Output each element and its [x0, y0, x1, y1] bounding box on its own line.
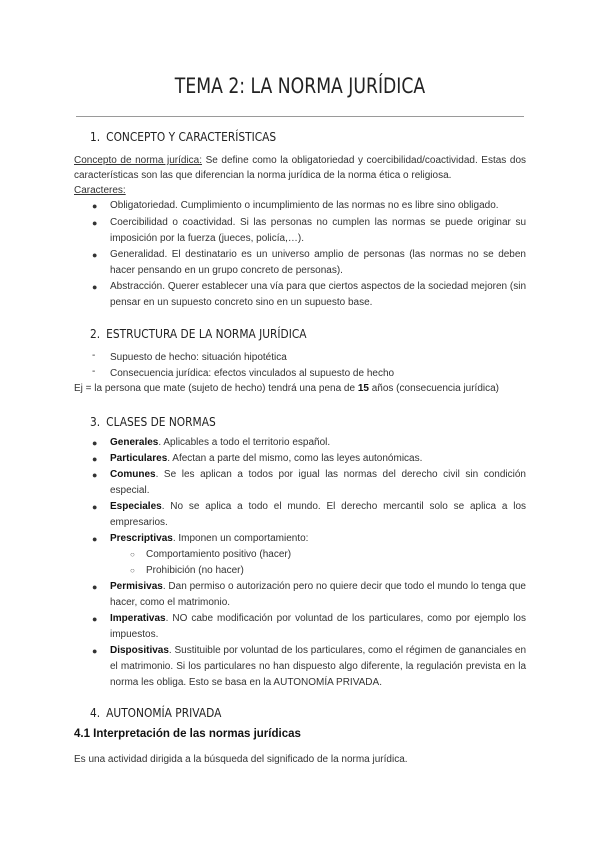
norm-desc: . NO cabe modificación por voluntad de los particulares, como por ejemplo los impuestos. [110, 613, 526, 640]
structure-item: Supuesto de hecho: situación hipotética [110, 352, 287, 363]
norm-class-item [110, 467, 526, 499]
bullet-icon: ● [92, 470, 98, 480]
section-2-title: ESTRUCTURA DE LA NORMA JURÍDICA [106, 326, 307, 341]
norm-desc: . Sustituible por voluntad de los particulares, como el régimen de gananciales en el matrimonio. Si los particulares no han dispuesto algo diferente, la regulación prevista en la norma les obliga. Esto se basa en la AUTONOMÍA PRIVADA. [110, 645, 526, 688]
norm-class-item [110, 643, 526, 691]
norm-class-item [110, 579, 526, 611]
norm-term: Permisivas [110, 581, 163, 592]
bullet-icon: ● [92, 614, 98, 624]
norm-class-item [110, 435, 526, 451]
bullet-icon: ● [92, 201, 98, 211]
caracteres-label: Caracteres: [74, 185, 126, 196]
norm-term: Especiales [110, 501, 162, 512]
norm-term: Particulares [110, 453, 168, 464]
section-3-heading [90, 414, 216, 429]
bullet-icon: ● [92, 502, 98, 512]
norm-class-item [110, 531, 526, 547]
bullet-icon: ● [92, 646, 98, 656]
norm-term: Comunes [110, 469, 156, 480]
page-title: TEMA 2: LA NORMA JURÍDICA [174, 74, 426, 98]
structure-item: Consecuencia jurídica: efectos vinculados al supuesto de hecho [110, 368, 395, 379]
section-2-heading [90, 326, 307, 341]
example-number: 15 [357, 383, 369, 394]
section-4-number: 4. [90, 705, 101, 720]
sub-item: Comportamiento positivo (hacer) [146, 549, 292, 560]
section-1-number: 1. [90, 129, 101, 144]
section-3-title: CLASES DE NORMAS [106, 414, 216, 429]
caracter-item: Obligatoriedad. Cumplimiento o incumplimiento de las normas no es libre sino obligado. [110, 200, 499, 211]
norm-term: Dispositivas [110, 645, 169, 656]
section-4-title: AUTONOMÍA PRIVADA [106, 705, 222, 720]
norm-desc: . No se aplica a todo el mundo. El derecho mercantil solo se aplica a los empresarios. [110, 501, 526, 528]
norm-term: Generales [110, 437, 159, 448]
section-1-title: CONCEPTO Y CARACTERÍSTICAS [106, 129, 277, 144]
bullet-icon: ● [92, 218, 98, 228]
norm-term: Imperativas [110, 613, 166, 624]
subsection-heading: 4.1 Interpretación de las normas jurídicas [74, 728, 301, 740]
example-text: Ej = la persona que mate (sujeto de hecho) tendrá una pena de [74, 383, 358, 394]
sub-item: Prohibición (no hacer) [146, 565, 244, 576]
norm-desc: . Dan permiso o autorización pero no quiere decir que todo el mundo lo tenga que hacer, como el matrimonio. [110, 581, 526, 608]
example-line [74, 381, 499, 396]
concept-text: Se define como la obligatoriedad y coercibilidad/coactividad. Estas dos características son las que diferencian la norma jurídica de la norma ética o religiosa. [74, 155, 527, 181]
norm-desc: . Aplicables a todo el territorio español. [158, 437, 331, 448]
circle-bullet-icon: ○ [130, 550, 135, 559]
norm-class-item [110, 451, 526, 467]
bullet-icon: ● [92, 282, 98, 292]
bullet-icon: ● [92, 534, 98, 544]
norm-desc: . Afectan a parte del mismo, como las leyes autonómicas. [167, 453, 423, 464]
example-text-end: años (consecuencia jurídica) [368, 383, 500, 394]
concept-paragraph [74, 153, 526, 183]
concept-label: Concepto de norma jurídica: [74, 155, 203, 166]
title-divider [76, 116, 524, 117]
dash-icon: - [92, 366, 96, 377]
section-1-heading [90, 129, 276, 144]
norm-desc: . Se les aplican a todos por igual las normas del derecho civil sin condición especial. [110, 469, 526, 496]
section-2-number: 2. [90, 326, 101, 341]
caracter-item: Generalidad. El destinatario es un universo amplio de personas (las normas no se deben hacer pensando en un grupo concreto de personas). [110, 249, 526, 276]
bullet-icon: ● [92, 582, 98, 592]
bullet-icon: ● [92, 438, 98, 448]
caracter-item: Coercibilidad o coactividad. Si las personas no cumplen las normas se puede originar su imposición por la fuerza (jueces, policía,…). [110, 217, 526, 244]
section-4-heading [90, 705, 221, 720]
norm-class-item [110, 611, 526, 643]
norm-class-item [110, 499, 526, 531]
section-3-number: 3. [90, 414, 101, 429]
subsection-text: Es una actividad dirigida a la búsqueda del significado de la norma jurídica. [74, 754, 408, 765]
circle-bullet-icon: ○ [130, 566, 135, 575]
norm-term: Prescriptivas [110, 533, 173, 544]
dash-icon: - [92, 350, 96, 361]
norm-desc: . Imponen un comportamiento: [172, 533, 309, 544]
bullet-icon: ● [92, 250, 98, 260]
bullet-icon: ● [92, 454, 98, 464]
caracter-item: Abstracción. Querer establecer una vía para que ciertos aspectos de la sociedad mejoren (sin pensar en un supuesto concreto sino en un supuesto base. [110, 281, 526, 308]
